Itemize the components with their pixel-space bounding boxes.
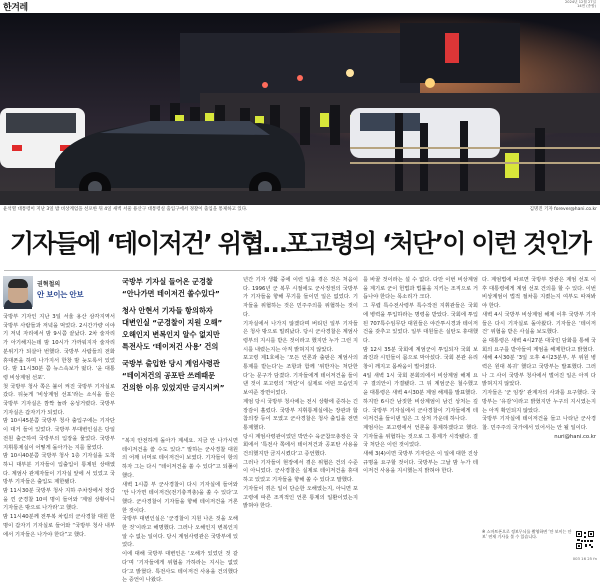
news-photo: [0, 13, 600, 205]
subhead-line: 국방부 출입한 당시 계엄사령관: [122, 359, 220, 368]
paragraph: 새벽 4시 국방부 비상계엄 해제 이후 국방부 기자들은 다시 기자실로 돌아왔다. 기자들은 ‘테이저건’ 위협을 받은 사실을 보도했다.: [482, 311, 596, 336]
paragraph: 국방부 대변인실은 ‘군경찰이 지원 나온 것을 오해한 것’이라고 해명했다. 그러나 오해인지 변복인지 알 수 없는 일이다. 당시 계엄사령관은 국방부에 있었다.: [122, 516, 238, 549]
paragraph: 하지만 6시간 남짓한 비상계엄이 남긴 상처는 깊다. 국방부 기자실에서 군사경찰이 기자들에게 테이저건을 들이댄 일은 그 상처 가운데 하나다.: [363, 398, 478, 423]
subhead-line: 건의한 이유 있었지만 금지시켜”: [122, 383, 225, 392]
paragraph: 국방부 기자인 지난 3일 서울 용산 삼각지역서 국방부 사람들과 저녁을 먹었다. 2시간가량 이야기 저녁 자리에서 밤 9시쯤 끝났다. 2차 술자리가 아기해지는데 밤 10시가 가까워지자 술자리 분위기가 되살아 번했다. 국방부 사람들의 전화 휴대폰을 하며 나가지서 한창 밤 늦도록서 있었다. 밤 11시30분 쯤 뉴스속보가 떴다. ‘윤 대통령 비상계엄 선포’.: [3, 314, 115, 381]
author-name: 권혁철의: [37, 281, 61, 288]
subhead: [122, 276, 238, 300]
subhead-line: 청사 안현서 기자들 항의하자: [122, 306, 213, 315]
article-headline: 기자들에 ‘테이저건’ 위협…포고령의 ‘처단’이 이런 것인가: [9, 229, 591, 258]
paragraph: 새해 3(4)이면 국방부 기자단은 이 일에 대한 진상 규명을 요구할 것이다. 국방부는 그날 밤 누가 테이저건 사용을 지시했는지 밝혀야 한다.: [363, 451, 478, 475]
article-column-4: [363, 276, 478, 553]
page-code: 003 16 25 fn: [572, 556, 597, 561]
newspaper-logo: 한겨레: [3, 3, 28, 13]
paragraph: 새해 4시30분 ‘3일 오후 4시23분부, 부 위원 병력은 원대 복귀’ 했다고 국방부는 발표했다. 그러나 그 사이 국방부 청사에서 벌어진 일은 아직 다 밝혀지지 않았다.: [482, 355, 596, 388]
paragraph: 밤 12시 35분 국회에 계엄군이 투입되자 국회 보좌진과 시민들이 몸으로 막아섰다. 국회 본관 유리창이 깨지고 몸싸움이 벌어졌다.: [363, 346, 478, 371]
article-column-3: [243, 276, 358, 553]
qr-code-icon[interactable]: [575, 530, 595, 550]
paragraph: 기자들이 겪은 일이 단순한 오해였는지, 아니면 포고령에 따른 조직적인 언론 통제의 일환이었는지 밝혀야 한다.: [243, 485, 358, 510]
subhead-line: 국방부 기자실 들어온 군경찰: [122, 277, 213, 286]
paragraph: 기자실에서 나가지 않겠다며 버티던 일부 기자들은 청사 밖으로 밀려났다. 당시 군사경찰은 계엄사령부의 지시를 받은 것이라고 했지만 누가 그런 지시를 내렸는지는 아직 밝혀지지 않았다.: [243, 320, 358, 353]
subhead-line: 대변인실 “군경찰이 지원 오해”: [122, 318, 223, 327]
paragraph: 밤 11시40분께 전투복 차림의 군사경찰 대원 한명이 갑자기 기자실로 들어와 “국방부 청사 내부에서 기자들은 나가야 한다”고 했다.: [3, 514, 115, 538]
paragraph: 4일 새벽 1시 국회 본회의에서 비상계엄 해제 요구 결의안이 가결됐다. 그 뒤 계엄군은 철수했고 윤 대통령은 새벽 4시30분 계엄 해제를 발표했다.: [363, 372, 478, 397]
paragraph: 포고령 제1호에는 ‘모든 언론과 출판은 계엄사의 통제를 받는다’는 조항과 함께 ‘위반자는 처단한다’는 문구가 담겼다. 기자들에게 테이저건을 들이댄 것이 포고령의 ‘처단’이 실제로 어떤 모습인지 보여준 장면이었다.: [243, 355, 358, 397]
paragraph: 밤 11시30분 국방부 청사 지하 주차장에서 장갑을 낀 군경찰 10여 명이 들어와 ‘계엄 상황이니 기자들은 밖으로 나가라’고 했다.: [3, 488, 115, 512]
subhead-line: 특전사도 ‘테이저건 사용’ 건의: [122, 342, 219, 351]
paragraph: 계엄 당시 국방부 청사에는 전시 상황에 준하는 긴장감이 흘렀다. 국방부 지휘통제실에는 장관과 합참의장 등이 모였고 군사경찰은 청사 출입을 전면 통제했다.: [243, 398, 358, 431]
paragraph: 밤 10시40분쯤 국방부 청사 1층 기자실을 도착하니 대부분 기자들이 입출입이 통제된 상태였다. 계엄사 관계자들이 기자실 앞에 서 있었고 국방부 기자들은 출입도 제한됐다.: [3, 453, 115, 486]
paragraph: 윤 대통령은 새벽 4시27분 대국민 담화를 통해 국회의 요구를 받아들여 계엄을 해제한다고 밝혔다.: [482, 337, 596, 353]
paragraph: 다. 계엄법에 따르면 국방부 장관은 계엄 선포 이후 대통령에게 계엄 선포 건의를 할 수 있다. 이번 비상계엄이 법적 절차를 지켰는지 여부도 따져봐야 한다.: [482, 277, 596, 310]
paragraph: 첫 국방부 청사 쪽은 불이 켜진 국방부 기자실로 갔다. 뒤늦게 ‘비상계엄 선포’라는 소식을 들은 국방부 기자실은 깜짝 놀라 웅성거렸다. 국방부 기자실은 갑자기가 되었다.: [3, 383, 115, 416]
subhead-line: 오해인지 변복인지 알수 없지만: [122, 330, 220, 339]
paragraph: 새벽 1시쯤 부 군사경찰이 다시 기자실에 들어와 ‘안 나가면 테이저건(전기충격총)을 쏠 수 있다’고 했다. 군사경찰이 기자들을 향해 테이저건을 거론한 것이다.: [122, 481, 238, 514]
column-byline: [3, 276, 115, 308]
subhead: [122, 358, 238, 394]
author-photo: [3, 276, 33, 307]
paragraph: 국방부 기자실에 테이저건을 들고 나타난 군사경찰. 민주주의 국가에서 있어서는 안 될 일이다.: [482, 416, 596, 431]
paragraph: 년간 기자 생활 중에 이런 일을 겪은 것은 처음이다. 1996년 군 복무 시절에도 군사정권의 국방부가 기자들을 향해 무기를 들이민 일은 없었다. 기자들을 위협하는 것은 민주주의를 위협하는 것이다.: [243, 277, 358, 318]
paragraph: “복지 안전하게 돌아가 계세요. 지금 안 나가시면 테이저건을 쓸 수도 있다.” 말하는 군사경찰 대원의 어깨 너머로 테이저건이 보였다. 기자들이 항의하자 그는 다시 “테이저건을 쏠 수 있다”고 되풀이했다.: [122, 438, 238, 479]
photo-caption: 윤석열 대통령이 지난 3일 밤 비상계엄을 선포한 뒤 4일 새벽 서울 용산구 대통령실 출입구에서 경찰이 출입을 통제하고 있다.: [3, 207, 248, 212]
divider: [4, 270, 596, 271]
paragraph: 계엄사는 포고령에서 언론을 통제하겠다고 했다. 기자들을 위협하는 것으로 그 통제가 시작됐다. 결국 처단은 이런 것이었다.: [363, 424, 478, 449]
article-column-2: [122, 437, 238, 584]
issue-page: 14면 (종합): [577, 4, 596, 9]
dateline: [536, 0, 596, 9]
paragraph: 그러나 기자들이 현장에서 겪은 위협은 건의 수준이 아니었다. 군사경찰은 실제로 테이저건을 휴대하고 있었고 기자들을 향해 쏠 수 있다고 말했다.: [243, 459, 358, 484]
author-email: nuri@hani.co.kr: [554, 433, 596, 440]
subhead: [122, 305, 238, 353]
paragraph: 당시 계엄사령관이었던 박안수 육군참모총장은 국회에서 ‘특전사 쪽에서 테이저건과 공포탄 사용을 건의했지만 금지시켰다’고 증언했다.: [243, 433, 358, 458]
subhead-line: “안나가면 테이저건 쏠수있다”: [122, 289, 220, 298]
qr-footnote: ※ 스마트폰으로 정보무늬를 촬영하면 ‘안 보이는 안보’ 연재 기사를 볼 수 있습니다.: [482, 529, 572, 540]
column-title: 안 보이는 안보: [37, 290, 84, 299]
article-column-5: [482, 276, 596, 526]
paragraph: 기자들은 ‘군 임장’ 관계자의 사과를 요구했다. 국방부는 ‘유감’이라고 밝혔지만 누구의 지시였는지는 아직 확인되지 않았다.: [482, 390, 596, 414]
paragraph: 밤 10시45분쯤 국방부 청사 출입구에는 기자단이 대거 들어 있었다. 국방부 부대변인실은 당일 전원 출근하여 국방부의 입장을 물었다. 국방부 지휘통제실이 어떻게 돌아가는 지를 물었다.: [3, 418, 115, 451]
paragraph: 그 무렵 특수전사령부 특수작전 지휘관들은 국회에 병력을 투입하라는 명령을 받았다. 국회에 투입된 707특수임무단 대원들은 야간투시경과 테이저건을 갖추고 있었다. 일부 대원들은 실탄도 휴대했다.: [363, 303, 478, 344]
police-scene-image: [0, 13, 600, 205]
paragraph: 이에 대해 국방부 대변인은 ‘오해가 있었던 것 같다’며 ‘기자들에게 위협을 가하라는 지시는 없었다’고 밝혔다. 특전사도 테이저건 사용을 건의했다는 증언이 나왔다.: [122, 551, 238, 584]
subhead-line: “테이저건의 공포탄 쓰레때문: [122, 371, 216, 380]
article-column-1: [3, 313, 115, 553]
issue-date: 2024년 12월 27일: [565, 0, 596, 4]
subheads: [122, 276, 238, 399]
masthead: [0, 0, 600, 12]
paragraph: 를 바꿀 것이라는 설 수 없다. 다만 이번 비상계엄을 계기로 군이 헌법과 법률을 지키는 조직으로 거듭나야 한다는 목소리가 크다.: [363, 277, 478, 301]
photo-credit: 김명진 기자 forever@hani.co.kr: [529, 207, 597, 212]
